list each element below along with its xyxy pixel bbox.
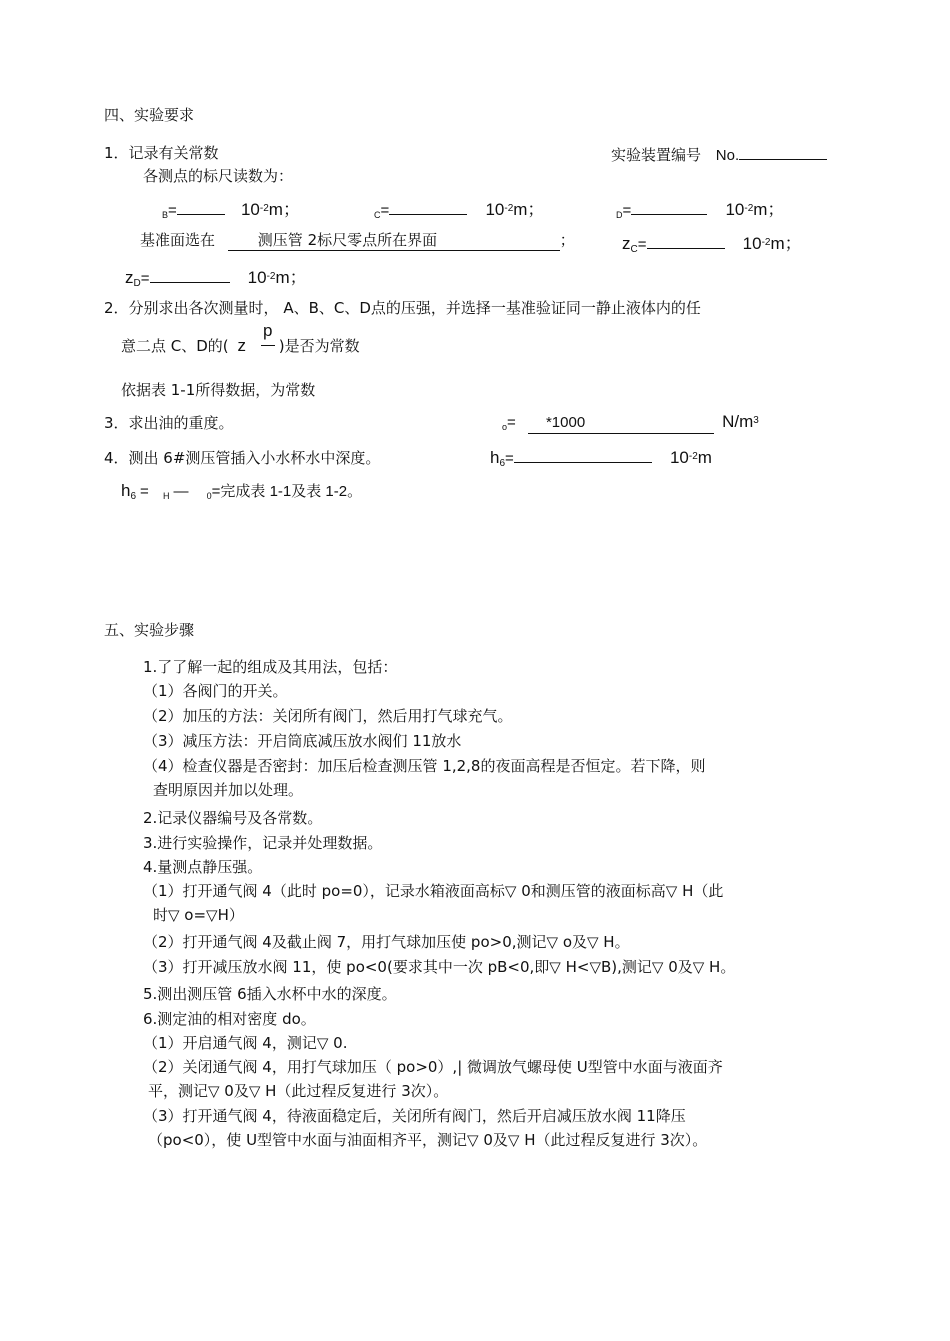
- oil-weight-value: *1000: [528, 413, 714, 434]
- step-line: （2）加压的方法：关闭所有阀门，然后用打气球充气。: [143, 707, 513, 725]
- step-line: （po<0），使 U型管中水面与油面相齐平，测记▽ 0及▽ H（此过程反复进行 3次）。: [148, 1131, 708, 1149]
- item-2-line1: 2．分别求出各次测量时， A、B、C、D点的压强，并选择一基准验证同一静止液体内的任: [104, 299, 701, 317]
- oil-weight-field: $_o$= *1000 $N/m^3$: [502, 412, 759, 432]
- device-number-field: [611, 143, 827, 166]
- step-line: 1.了了解一起的组成及其用法，包括：: [143, 658, 398, 676]
- step-line: （2）关闭通气阀 4，用打气球加压（ po>0）,| 微调放气螺母使 U型管中水面与液面齐: [143, 1058, 723, 1076]
- h6-field: $h_6= 10^{-2}m$: [490, 448, 712, 469]
- datum-value: 测压管 2标尺零点所在界面: [228, 230, 560, 251]
- item-1-text: 1．记录有关常数: [104, 144, 219, 162]
- step-line: 6.测定油的相对密度 do。: [143, 1010, 316, 1028]
- item-4-text: 4．测出 6#测压管插入小水杯水中深度。: [104, 449, 381, 467]
- section-5-title: 五、实验步骤: [104, 621, 195, 639]
- reading-d: $_D= 10^{-2}m$；: [616, 200, 785, 220]
- step-line: （3）减压方法：开启筒底减压放水阀们 11放水: [143, 732, 462, 750]
- step-line: （1）打开通气阀 4（此时 po=0），记录水箱液面高标▽ 0和测压管的液面标高▽ H（此: [143, 882, 724, 900]
- step-line: 2.记录仪器编号及各常数。: [143, 809, 323, 827]
- step-line: 4.量测点静压强。: [143, 858, 263, 876]
- basis-line: 依据表 1-1所得数据，为常数: [121, 381, 316, 399]
- step-line: （2）打开通气阀 4及截止阀 7，用打气球加压使 po>0,测记▽ o及▽ H。: [143, 933, 630, 951]
- reading-c: $_C= 10^{-2}m$；: [374, 200, 545, 220]
- step-line: （3）打开减压放水阀 11，使 po<0(要求其中一次 pB<0,即▽ H<▽B),测记▽ 0及▽ H。: [143, 958, 736, 976]
- item-2-line2: 意二点 C、D的( z p )是否为常数: [121, 321, 360, 355]
- reading-label: 各测点的标尺读数为：: [143, 167, 294, 185]
- reading-b: $_B= 10^{-2}m$；: [162, 200, 300, 220]
- h6-formula: $h_6 = _H$ — $_0$=完成表 1-1及表 1-2。: [121, 481, 363, 502]
- section-4-title: 四、实验要求: [104, 106, 195, 124]
- zd-field: $z_D= 10^{-2}m$；: [125, 268, 307, 289]
- fraction-numerator: p: [262, 321, 273, 340]
- device-label: 实验装置编号: [611, 146, 702, 164]
- step-line: （4）检查仪器是否密封：加压后检查测压管 1,2,8的夜面高程是否恒定。若下降，则: [143, 757, 706, 775]
- datum-label: 基准面选在: [140, 231, 216, 249]
- step-line: （1）开启通气阀 4，测记▽ 0.: [143, 1034, 348, 1052]
- zc-field: $z_C= 10^{-2}m$；: [622, 234, 802, 255]
- datum-line: 基准面选在 测压管 2标尺零点所在界面 ；: [140, 231, 575, 249]
- step-line: 5.测出测压管 6插入水杯中水的深度。: [143, 985, 397, 1003]
- item-3-text: 3．求出油的重度。: [104, 414, 234, 432]
- step-line: （1）各阀门的开关。: [143, 682, 288, 700]
- fraction-bar: [261, 345, 275, 346]
- device-no-label: No.: [715, 147, 740, 164]
- step-line: 查明原因并加以处理。: [153, 781, 304, 799]
- step-line: （3）打开通气阀 4，待液面稳定后，关闭所有阀门，然后开启减压放水阀 11降压: [143, 1107, 686, 1125]
- step-line: 时▽ o=▽H）: [153, 906, 244, 924]
- step-line: 平，测记▽ 0及▽ H（此过程反复进行 3次）。: [148, 1082, 449, 1100]
- step-line: 3.进行实验操作，记录并处理数据。: [143, 834, 383, 852]
- device-no-blank: [739, 143, 827, 160]
